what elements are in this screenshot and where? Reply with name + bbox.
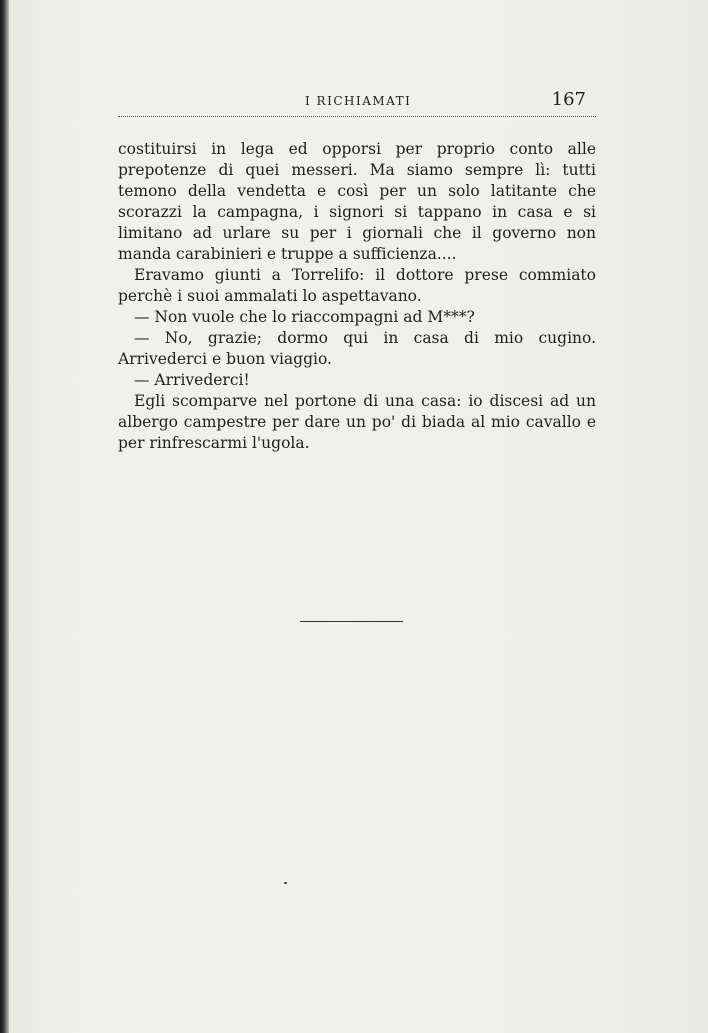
paragraph-4: — No, grazie; dormo qui in casa di mio cugino. Arrivederci e buon viaggio. — [118, 329, 596, 368]
paragraph-2: Eravamo giunti a Torrelifo: il dottore prese commiato perchè i suoi ammalati lo aspettavano. — [118, 266, 596, 305]
paragraph-3: — Non vuole che lo riaccompagni ad M***? — [134, 308, 475, 326]
print-speck — [284, 882, 287, 884]
paragraph-5: — Arrivederci! — [134, 371, 250, 389]
body-text — [118, 139, 596, 454]
paragraph-6: Egli scomparve nel portone di una casa: io discesi ad un albergo campestre per dare un po' di biada al mio cavallo e per rinfrescarmi l'ugola. — [118, 392, 596, 452]
running-title: I RICHIAMATI — [305, 94, 412, 108]
section-divider — [300, 621, 403, 622]
paragraph-1: costituirsi in lega ed opporsi per proprio conto alle prepotenze di quei messeri. Ma siamo sempre lì: tutti temono della vendetta e così per un solo latitante che scorazzi la campagna, i signori si tappano in casa e si limitano ad urlare su per i giornali che il governo non manda carabinieri e truppe a sufficienza.... — [118, 140, 596, 263]
page-header — [118, 88, 596, 117]
page-number: 167 — [551, 89, 586, 110]
book-spine-shadow — [0, 0, 9, 1033]
